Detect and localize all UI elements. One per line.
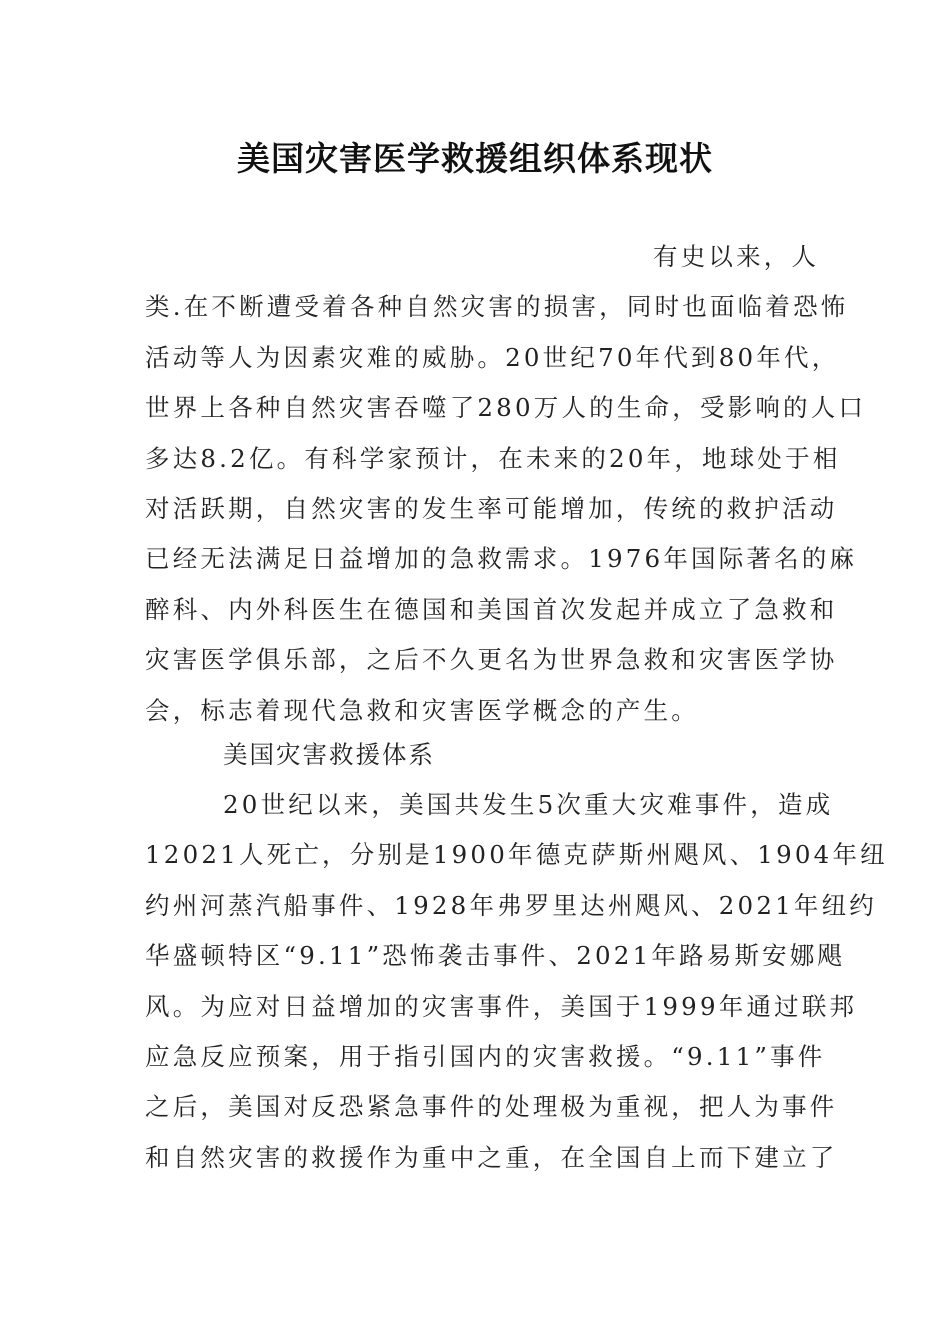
text-line: 世界上各种自然灾害吞噬了280万人的生命，受影响的人口	[145, 393, 867, 423]
text-line: 灾害医学俱乐部，之后不久更名为世界急救和灾害医学协	[145, 645, 838, 675]
text-line: 多达8.2亿。有科学家预计，在未来的20年，地球处于相	[145, 443, 841, 473]
text-line: 风。为应对日益增加的灾害事件，美国于1999年通过联邦	[145, 991, 858, 1021]
section-heading-block	[145, 730, 807, 780]
text-line: 对活跃期，自然灾害的发生率可能增加，传统的救护活动	[145, 493, 838, 523]
text-line: 20世纪以来，美国共发生5次重大灾难事件，造成	[223, 790, 834, 819]
text-line: 已经无法满足日益增加的急救需求。1976年国际著名的麻	[145, 544, 858, 574]
document-title: 美国灾害医学救援组织体系现状	[237, 139, 713, 178]
text-line: 华盛顿特区“9.11”恐怖袭击事件、2021年路易斯安娜飓	[145, 941, 846, 971]
text-line: 之后，美国对反恐紧急事件的处理极为重视，把人为事件	[145, 1092, 838, 1122]
text-line: 类.在不断遭受着各种自然灾害的损害，同时也面临着恐怖	[145, 292, 849, 322]
text-line: 约州河蒸汽船事件、1928年弗罗里达州飓风、2021年纽约	[145, 890, 877, 920]
text-line: 和自然灾害的救援作为重中之重，在全国自上而下建立了	[145, 1142, 838, 1172]
text-line: 有史以来，人	[653, 242, 820, 271]
text-line: 醉科、内外科医生在德国和美国首次发起并成立了急救和	[145, 594, 838, 624]
text-line: 会，标志着现代急救和灾害医学概念的产生。	[145, 695, 699, 725]
text-line: 12021人死亡，分别是1900年德克萨斯州飓风、1904年纽	[145, 840, 888, 870]
text-line: 活动等人为因素灾难的威胁。20世纪70年代到80年代，	[145, 342, 840, 372]
section-heading: 美国灾害救援体系	[223, 740, 435, 769]
text-line: 应急反应预案，用于指引国内的灾害救援。“9.11”事件	[145, 1041, 826, 1071]
paragraph-us-disasters	[145, 780, 888, 1183]
paragraph-intro	[145, 232, 867, 736]
